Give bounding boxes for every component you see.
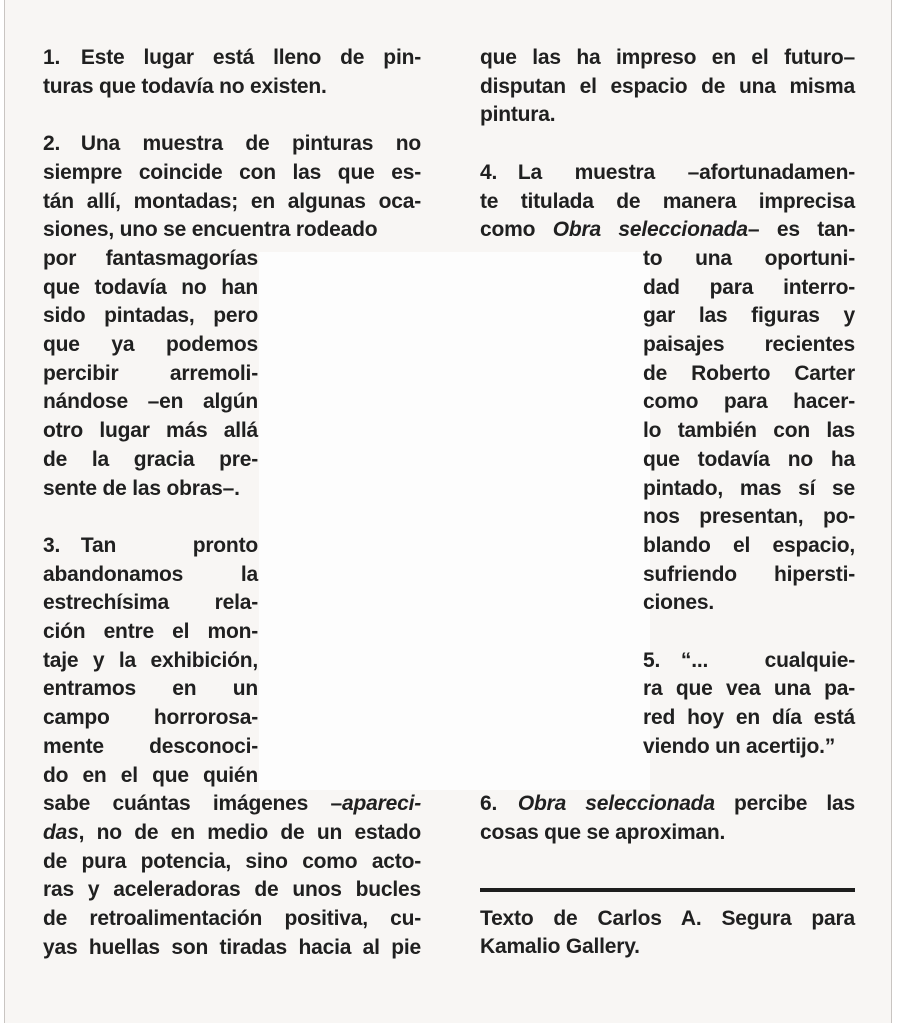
text-line [43, 302, 258, 331]
text-span: 4. La muestra –afortunadamen- [480, 160, 855, 184]
text-line [43, 331, 258, 360]
text-span: campo horrorosa- [43, 706, 258, 730]
paragraph-gap [480, 762, 855, 791]
paragraph-segment [43, 245, 258, 503]
text-span: Texto de Carlos A. Segura para [480, 906, 855, 930]
text-span: de pura potencia, sino como acto- [43, 849, 421, 873]
text-column-right [480, 44, 855, 962]
text-line [43, 216, 421, 245]
text-line [43, 188, 421, 217]
text-span: percibir arremoli- [43, 361, 258, 385]
text-span: estrechísima rela- [43, 591, 258, 615]
text-span: ción entre el mon- [43, 620, 258, 644]
paragraph-segment [480, 790, 855, 847]
paragraph-segment [643, 245, 855, 618]
italic-text: Obra seleccionada [552, 218, 748, 242]
text-span: tán allí, montadas; en algunas oca- [43, 189, 421, 213]
text-span: mente desconoci- [43, 734, 258, 758]
text-span: viendo un acertijo.” [643, 734, 836, 758]
text-span: 2. Una muestra de pinturas no [43, 132, 421, 156]
text-span: paisajes recientes [643, 333, 855, 357]
text-span: percibe las [714, 792, 855, 816]
text-span: – es tan- [747, 218, 856, 242]
text-line [643, 417, 855, 446]
text-span: , no de en medio de un estado [78, 820, 421, 844]
text-line [43, 245, 258, 274]
text-span: 5. “... cualquie- [643, 648, 855, 672]
text-span: disputan el espacio de una misma [480, 74, 855, 98]
text-span: 3. Tan pronto [43, 533, 258, 557]
paragraph-gap [480, 618, 855, 647]
italic-text: apareci- [342, 792, 421, 816]
text-span: turas que todavía no existen. [43, 74, 327, 98]
text-span: ras y aceleradoras de unos bucles [43, 878, 421, 902]
paragraph-segment [480, 159, 855, 245]
text-line [43, 589, 258, 618]
text-span: te titulada de manera imprecisa [480, 189, 855, 213]
paragraph-segment [43, 532, 258, 790]
text-line [43, 790, 421, 819]
text-line [43, 44, 421, 73]
text-span: entramos en un [43, 677, 258, 701]
text-line [480, 101, 855, 130]
paragraph-segment [43, 130, 421, 245]
text-line [43, 274, 258, 303]
paragraph-gap [480, 130, 855, 159]
text-span: que ya podemos [43, 333, 258, 357]
text-span: cosas que se aproximan. [480, 820, 726, 844]
text-line [43, 388, 258, 417]
text-line [480, 216, 855, 245]
text-span: de la gracia pre- [43, 447, 258, 471]
text-span: ciones. [643, 591, 714, 615]
text-column-left [43, 44, 421, 962]
text-line [43, 876, 421, 905]
paragraph-segment [43, 790, 421, 962]
text-span: abandonamos la [43, 562, 258, 586]
text-line [643, 475, 855, 504]
text-line [480, 44, 855, 73]
text-line [643, 589, 855, 618]
text-line [43, 618, 258, 647]
paragraph-gap [43, 503, 421, 532]
text-span: 6. [480, 792, 518, 816]
text-line [43, 647, 258, 676]
footer-divider-rule [480, 888, 855, 892]
text-span: Kamalio Gallery. [480, 935, 640, 959]
text-span: pintura. [480, 103, 556, 127]
text-line [43, 733, 258, 762]
paragraph-segment [643, 647, 855, 762]
text-line [643, 675, 855, 704]
text-line [43, 819, 421, 848]
document-page [4, 0, 892, 1023]
text-line [43, 159, 421, 188]
italic-text: Obra seleccionada [517, 792, 715, 816]
text-line [643, 331, 855, 360]
text-span: siempre coincide con las que es- [43, 160, 421, 184]
text-line [43, 475, 258, 504]
text-span: sente de las obras–. [43, 476, 240, 500]
text-span: do en el que quién [43, 763, 258, 787]
text-span: nándose –en algún [43, 390, 258, 414]
text-span: red hoy en día está [643, 706, 855, 730]
text-span: ra que vea una pa- [643, 677, 855, 701]
italic-text: das [43, 820, 79, 844]
text-line [43, 675, 258, 704]
text-line [643, 245, 855, 274]
text-span: que las ha impreso en el futuro– [480, 46, 855, 69]
text-span: yas huellas son tiradas hacia al pie [43, 935, 421, 959]
text-span: 1. Este lugar está lleno de pin- [43, 46, 421, 69]
text-line [43, 446, 258, 475]
text-span: siones, uno se encuentra rodeado [43, 218, 378, 242]
text-span: de Roberto Carter [643, 361, 855, 385]
text-line [643, 647, 855, 676]
text-line [43, 905, 421, 934]
text-line [43, 360, 258, 389]
text-span: otro lugar más allá [43, 419, 258, 443]
text-line [643, 733, 855, 762]
text-line [480, 905, 855, 934]
paragraph-segment [43, 44, 421, 101]
text-span: que todavía no han [43, 275, 258, 299]
text-line [43, 704, 258, 733]
text-line [43, 561, 258, 590]
text-line [643, 532, 855, 561]
text-line [643, 446, 855, 475]
text-span: como para hacer- [643, 390, 855, 414]
text-line [480, 819, 855, 848]
text-line [643, 561, 855, 590]
text-span: blando el espacio, [643, 533, 855, 557]
text-line [480, 159, 855, 188]
text-line [43, 762, 258, 791]
text-span: que todavía no ha [643, 447, 855, 471]
text-span: pintado, mas sí se [643, 476, 855, 500]
text-line [480, 73, 855, 102]
text-line [43, 848, 421, 877]
text-line [643, 302, 855, 331]
text-line [43, 73, 421, 102]
text-line [480, 188, 855, 217]
text-line [480, 790, 855, 819]
text-line [643, 360, 855, 389]
paragraph-segment [480, 905, 855, 962]
text-span: to una oportuni- [643, 246, 855, 270]
text-span: por fantasmagorías [43, 246, 258, 270]
text-span: sabe cuántas imágenes – [43, 792, 343, 816]
text-span: lo también con las [643, 419, 855, 443]
text-line [643, 274, 855, 303]
text-span: gar las figuras y [643, 304, 855, 328]
text-line [480, 933, 855, 962]
text-span: sido pintadas, pero [43, 304, 258, 328]
text-line [43, 934, 421, 963]
text-span: nos presentan, po- [643, 505, 855, 529]
paragraph-gap [43, 101, 421, 130]
text-line [43, 417, 258, 446]
text-line [643, 503, 855, 532]
text-line [43, 532, 258, 561]
text-span: sufriendo hipersti- [643, 562, 855, 586]
text-line [643, 704, 855, 733]
paragraph-segment [480, 44, 855, 130]
text-span: de retroalimentación positiva, cu- [43, 907, 421, 931]
text-span: como [480, 218, 553, 242]
text-line [643, 388, 855, 417]
text-span: dad para interro- [643, 275, 855, 299]
text-line [43, 130, 421, 159]
text-span: taje y la exhibición, [43, 648, 258, 672]
